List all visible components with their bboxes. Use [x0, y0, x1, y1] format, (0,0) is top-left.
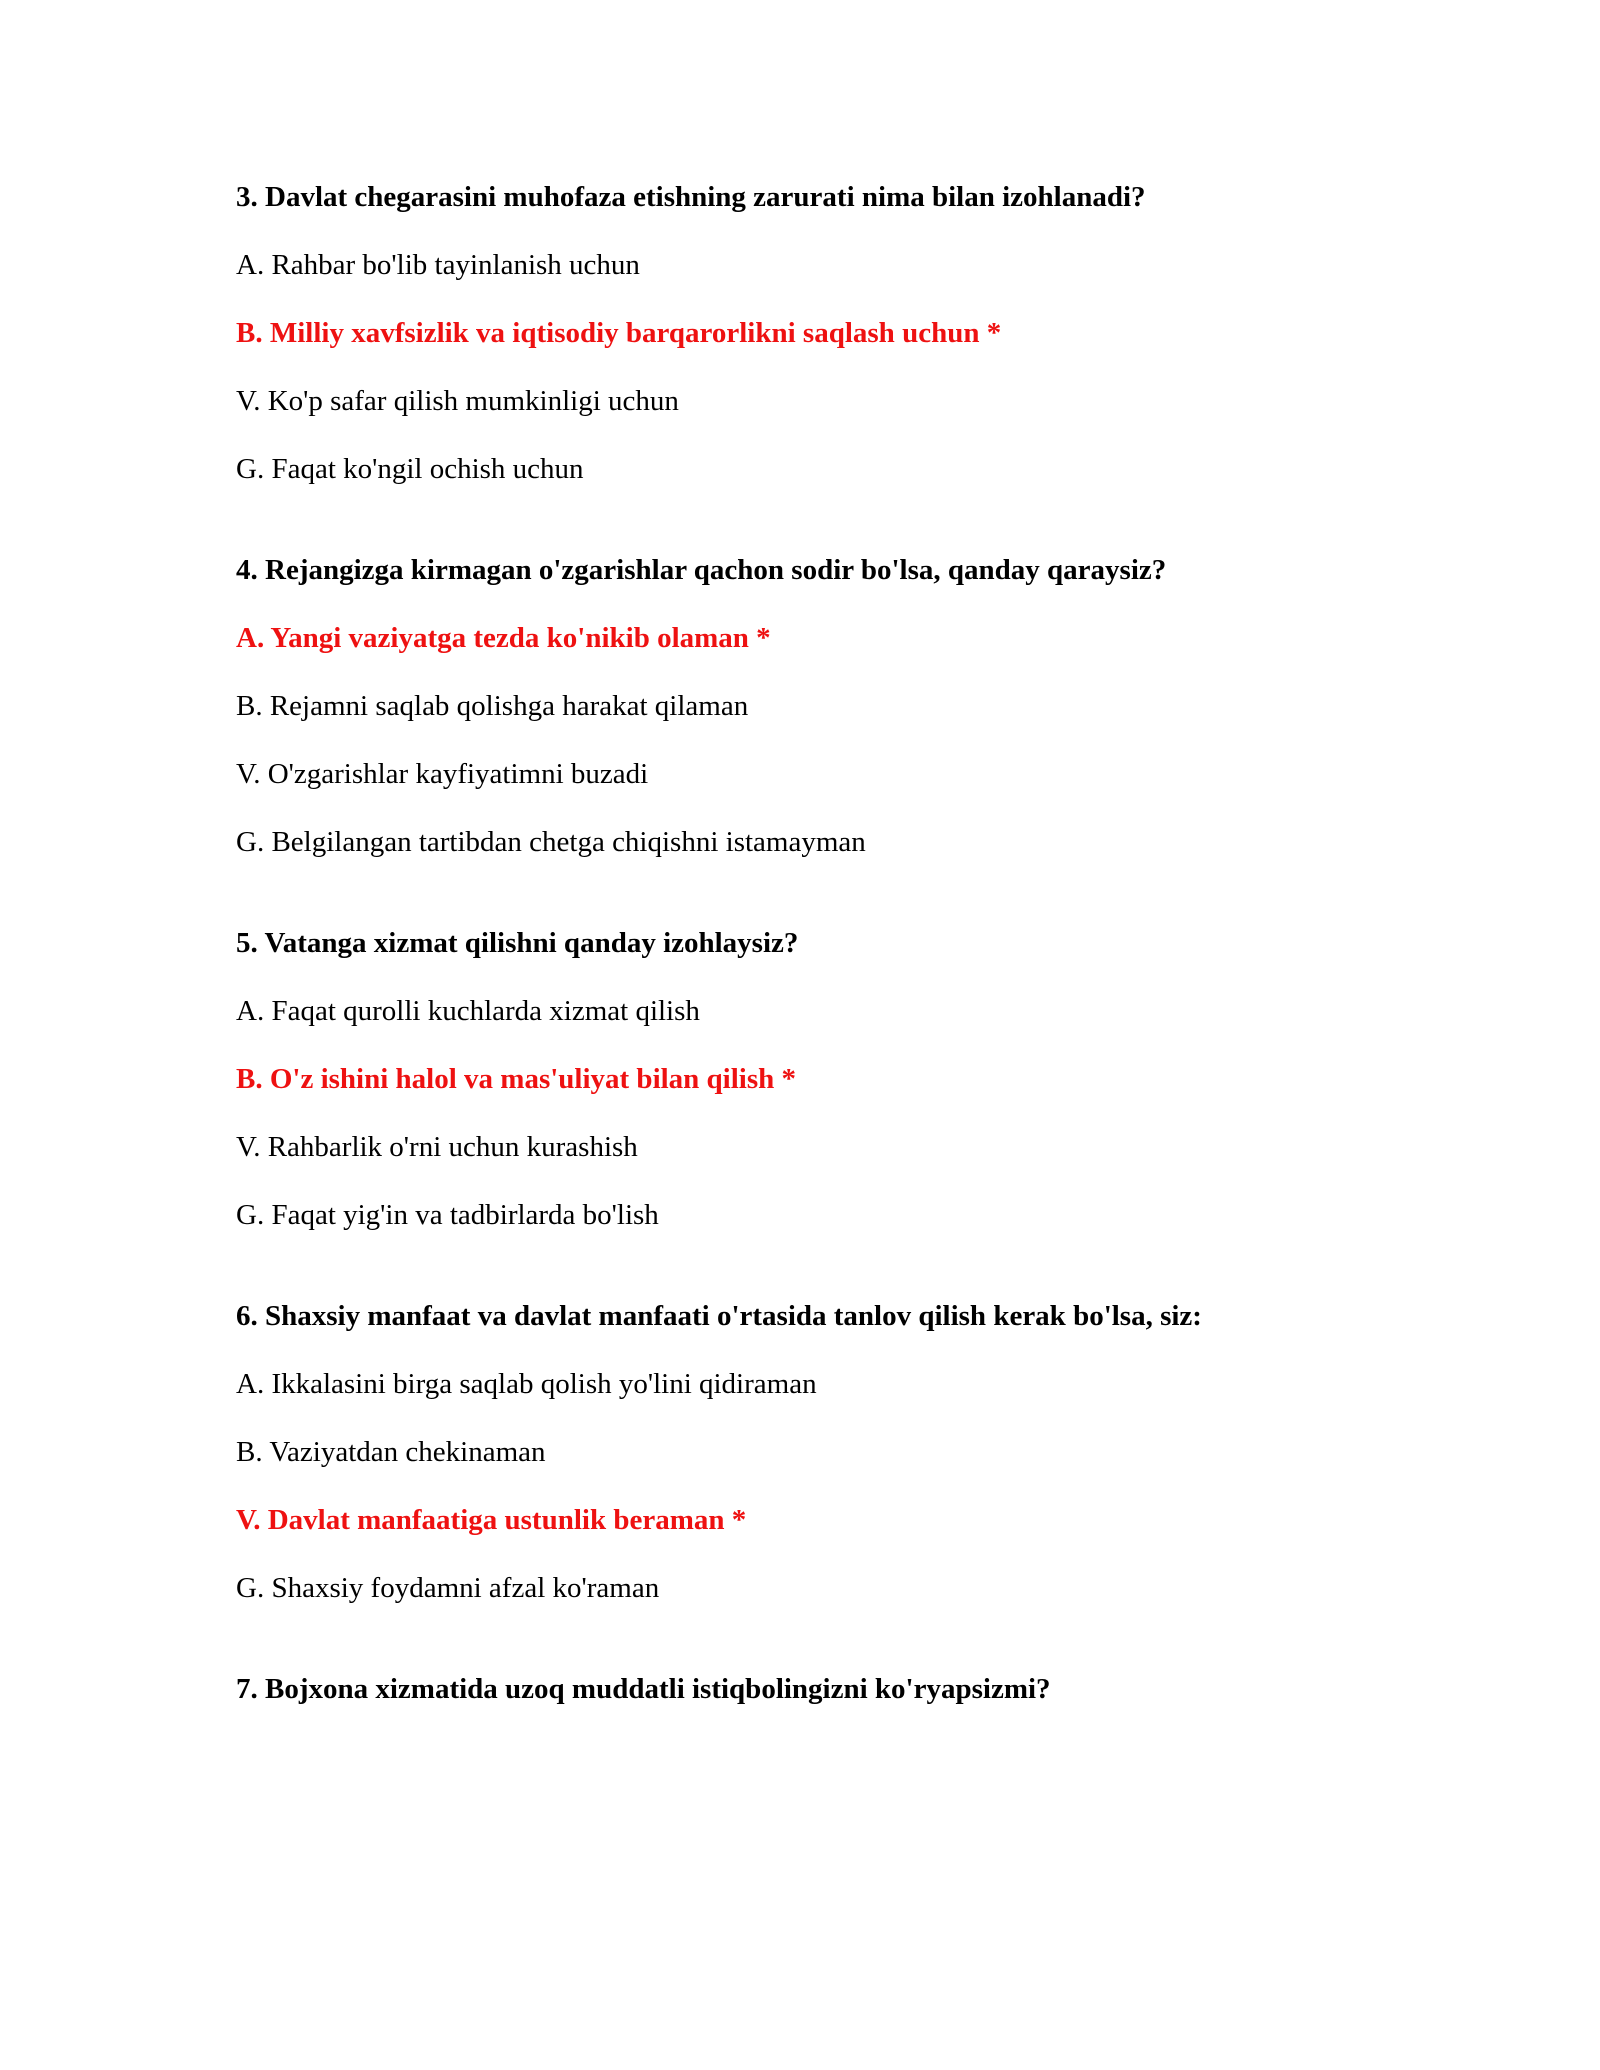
- question-text: 7. Bojxona xizmatida uzoq muddatli istiqbolingizni ko'ryapsizmi?: [236, 1673, 1051, 1705]
- answer-option: G. Faqat yig'in va tadbirlarda bo'lish: [236, 1199, 659, 1231]
- question-text: 5. Vatanga xizmat qilishni qanday izohlaysiz?: [236, 927, 799, 959]
- question-block: [236, 553, 1466, 859]
- question-block: [236, 180, 1466, 486]
- correct-answer-option: A. Yangi vaziyatga tezda ko'nikib olaman *: [236, 622, 771, 654]
- question-block: [236, 1672, 1466, 1706]
- question-text: 3. Davlat chegarasini muhofaza etishning zarurati nima bilan izohlanadi?: [236, 181, 1146, 213]
- answer-option: G. Shaxsiy foydamni afzal ko'raman: [236, 1572, 660, 1604]
- question-text: 4. Rejangizga kirmagan o'zgarishlar qachon sodir bo'lsa, qanday qaraysiz?: [236, 554, 1167, 586]
- answer-option: G. Faqat ko'ngil ochish uchun: [236, 453, 584, 485]
- answer-option: B. Rejamni saqlab qolishga harakat qilaman: [236, 690, 749, 722]
- correct-answer-option: V. Davlat manfaatiga ustunlik beraman *: [236, 1504, 747, 1536]
- answer-option: V. Ko'p safar qilish mumkinligi uchun: [236, 385, 679, 417]
- question-list: [236, 180, 1466, 1773]
- answer-option: A. Rahbar bo'lib tayinlanish uchun: [236, 249, 640, 281]
- correct-answer-option: B. Milliy xavfsizlik va iqtisodiy barqarorlikni saqlash uchun *: [236, 317, 1002, 349]
- question-block: [236, 926, 1466, 1232]
- answer-option: A. Faqat qurolli kuchlarda xizmat qilish: [236, 995, 700, 1027]
- question-text: 6. Shaxsiy manfaat va davlat manfaati o'rtasida tanlov qilish kerak bo'lsa, siz:: [236, 1300, 1202, 1332]
- answer-option: V. Rahbarlik o'rni uchun kurashish: [236, 1131, 638, 1163]
- question-block: [236, 1299, 1466, 1605]
- correct-answer-option: B. O'z ishini halol va mas'uliyat bilan qilish *: [236, 1063, 797, 1095]
- answer-option: G. Belgilangan tartibdan chetga chiqishni istamayman: [236, 826, 866, 858]
- answer-option: A. Ikkalasini birga saqlab qolish yo'lini qidiraman: [236, 1368, 817, 1400]
- answer-option: V. O'zgarishlar kayfiyatimni buzadi: [236, 758, 649, 790]
- answer-option: B. Vaziyatdan chekinaman: [236, 1436, 546, 1468]
